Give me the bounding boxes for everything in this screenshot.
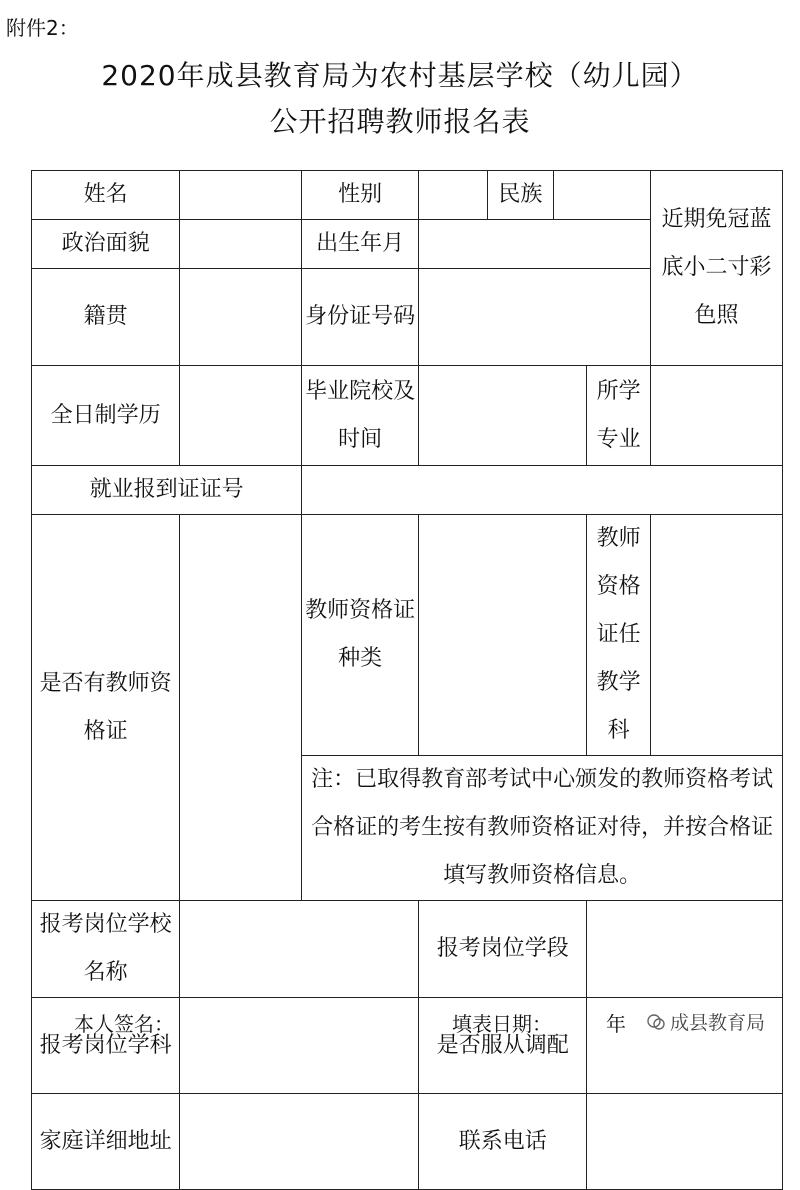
- field-id-number[interactable]: [419, 269, 651, 366]
- field-employment-cert[interactable]: [302, 466, 783, 515]
- label-apply-subject: 报考岗位学科: [32, 998, 180, 1094]
- field-gender[interactable]: [419, 171, 488, 220]
- signature-label: 本人签名：: [74, 1012, 174, 1036]
- field-political[interactable]: [180, 220, 302, 269]
- form-title: 2020年成县教育局为农村基层学校（幼儿园）: [101, 59, 699, 92]
- attachment-label: 附件2：: [6, 16, 79, 40]
- cert-note: 注：已取得教育部考试中心颁发的教师资格考试合格证的考生按有教师资格证对待，并按合格证填写教师资格信息。: [302, 756, 783, 901]
- field-apply-school[interactable]: [180, 901, 419, 998]
- label-birth: 出生年月: [302, 220, 419, 269]
- label-fulltime-edu: 全日制学历: [32, 366, 180, 466]
- label-gender: 性别: [302, 171, 419, 220]
- label-id-number: 身份证号码: [302, 269, 419, 366]
- field-ethnicity[interactable]: [554, 171, 651, 220]
- watermark: [646, 1008, 765, 1035]
- label-employment-cert: 就业报到证证号: [32, 466, 302, 515]
- field-apply-stage[interactable]: [587, 901, 783, 998]
- field-address[interactable]: [180, 1094, 419, 1190]
- field-birth[interactable]: [419, 220, 651, 269]
- label-major: 所学专业: [587, 366, 651, 466]
- label-cert-subject: 教师资格证任教学科: [587, 515, 651, 756]
- field-cert-type[interactable]: [419, 515, 587, 756]
- label-address: 家庭详细地址: [32, 1094, 180, 1190]
- label-school-time: 毕业院校及时间: [302, 366, 419, 466]
- field-apply-subject[interactable]: [180, 998, 419, 1094]
- label-has-cert: 是否有教师资格证: [32, 515, 180, 901]
- label-ethnicity: 民族: [487, 171, 554, 220]
- label-apply-stage: 报考岗位学段: [419, 901, 587, 998]
- field-major[interactable]: [650, 366, 782, 466]
- photo-area[interactable]: [650, 171, 782, 366]
- watermark-text: 成县教育局: [670, 1012, 766, 1034]
- field-school-time[interactable]: [419, 366, 587, 466]
- year-label: 年: [606, 1012, 626, 1036]
- label-obey-transfer: 是否服从调配: [419, 998, 587, 1094]
- fill-date-label: 填表日期：: [452, 1012, 552, 1036]
- field-has-cert[interactable]: [180, 515, 302, 901]
- registration-form-table: [31, 170, 783, 1190]
- field-name[interactable]: [180, 171, 302, 220]
- field-fulltime-edu[interactable]: [180, 366, 302, 466]
- label-cert-type: 教师资格证种类: [302, 515, 419, 756]
- wechat-icon: [646, 1012, 666, 1032]
- label-political: 政治面貌: [32, 220, 180, 269]
- field-native-place[interactable]: [180, 269, 302, 366]
- photo-hint: 近期免冠蓝底小二寸彩色照: [661, 207, 772, 328]
- label-phone: 联系电话: [419, 1094, 587, 1190]
- label-native-place: 籍贯: [32, 269, 180, 366]
- label-name: 姓名: [32, 171, 180, 220]
- field-cert-subject[interactable]: [650, 515, 782, 756]
- form-subtitle: 公开招聘教师报名表: [269, 105, 531, 138]
- label-apply-school: 报考岗位学校名称: [32, 901, 180, 998]
- field-phone[interactable]: [587, 1094, 783, 1190]
